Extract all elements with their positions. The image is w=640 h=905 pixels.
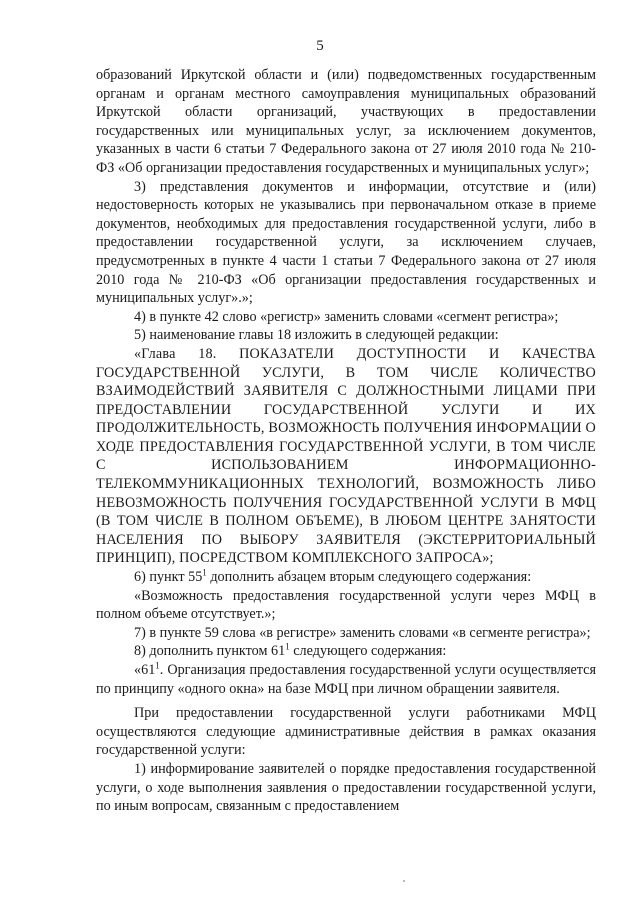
paragraph-item-7: 7) в пункте 59 слова «в регистре» заменить словами «в сегменте регистра»; [134, 624, 591, 641]
paragraph-mfc-actions: При предоставлении государственной услуги работниками МФЦ осуществляются следующие административные действия в рамках оказания государственной услуги: [96, 705, 596, 759]
paragraph-item-5: 5) наименование главы 18 изложить в следующей редакции: [134, 327, 499, 344]
paragraph-item-4: 4) в пункте 42 слово «регистр» заменить словами «сегмент регистра»; [134, 308, 559, 325]
paragraph-quote-mfc: «Возможность предоставления государственной услуги через МФЦ в полном объеме отсутствует.»; [96, 587, 596, 623]
item-6-text-after: дополнить абзацем вторым следующего содержания: [206, 569, 532, 586]
page-number: 5 [316, 38, 324, 54]
document-body [96, 66, 596, 816]
paragraph-item-1-informing: 1) информирование заявителей о порядке предоставления государственной услуги, о ходе выполнения заявления о предоставлении государственной услуги, по иным вопросам, связанным с предоставлением [96, 760, 596, 815]
p61-text-after: . Организация предоставления государственной услуги осуществляется по принципу «одного окна» на базе МФЦ при личном обращении заявителя. [96, 662, 596, 697]
item-6-superscript: 1 [202, 567, 207, 578]
item-6-text-before: 6) пункт 55 [134, 569, 203, 586]
paragraph-item-6 [96, 568, 596, 587]
item-8-superscript: 1 [285, 641, 290, 652]
item-8-text-after: следующего содержания: [289, 643, 447, 660]
p61-superscript: 1 [155, 660, 160, 671]
paragraph-61-1 [96, 661, 596, 698]
paragraph-continuation: образований Иркутской области и (или) подведомственных государственным органам и органам местного самоуправления муниципальных образований Иркутской области организаций, участвующих в предоставлении государственных или муниципальных услуг, за исключением документов, указанных в части 6 статьи 7 Федерального закона от 27 июля 2010 года № 210-ФЗ «Об организации предоставления государственных и муниципальных услуг»; [96, 67, 596, 176]
scan-dot [403, 880, 405, 882]
paragraph-item-3: 3) представления документов и информации, отсутствие и (или) недостоверность которых не указывались при первоначальном отказе в приеме документов, необходимых для предоставления государственной услуги, либо в предоставлении государственной услуги, за исключением случаев, предусмотренных в пункте 4 части 1 статьи 7 Федерального закона от 27 июля 2010 года № 210-ФЗ «Об организации предоставления государственных и муниципальных услуг».»; [96, 178, 596, 307]
item-8-text-before: 8) дополнить пунктом 61 [134, 643, 286, 660]
chapter-18-heading: «Глава 18. ПОКАЗАТЕЛИ ДОСТУПНОСТИ И КАЧЕСТВА ГОСУДАРСТВЕННОЙ УСЛУГИ, В ТОМ ЧИСЛЕ КОЛИЧЕСТВО ВЗАИМОДЕЙСТВИЙ ЗАЯВИТЕЛЯ С ДОЛЖНОСТНЫМИ ЛИЦАМИ ПРИ ПРЕДОСТАВЛЕНИИ ГОСУДАРСТВЕННОЙ УСЛУГИ И ИХ ПРОДОЛЖИТЕЛЬНОСТЬ, ВОЗМОЖНОСТЬ ПОЛУЧЕНИЯ ИНФОРМАЦИИ О ХОДЕ ПРЕДОСТАВЛЕНИЯ ГОСУДАРСТВЕННОЙ УСЛУГИ, В ТОМ ЧИСЛЕ С ИСПОЛЬЗОВАНИЕМ ИНФОРМАЦИОННО-ТЕЛЕКОММУНИКАЦИОННЫХ ТЕХНОЛОГИЙ, ВОЗМОЖНОСТЬ ЛИБО НЕВОЗМОЖНОСТЬ ПОЛУЧЕНИЯ ГОСУДАРСТВЕННОЙ УСЛУГИ В МФЦ (В ТОМ ЧИСЛЕ В ПОЛНОМ ОБЪЕМЕ), В ЛЮБОМ ЦЕНТРЕ ЗАНЯТОСТИ НАСЕЛЕНИЯ ПО ВЫБОРУ ЗАЯВИТЕЛЯ (ЭКСТЕРРИТОРИАЛЬНЫЙ ПРИНЦИП), ПОСРЕДСТВОМ КОМПЛЕКСНОГО ЗАПРОСА»; [96, 345, 596, 567]
p61-text-before: «61 [134, 662, 156, 678]
paragraph-item-8 [96, 642, 596, 661]
